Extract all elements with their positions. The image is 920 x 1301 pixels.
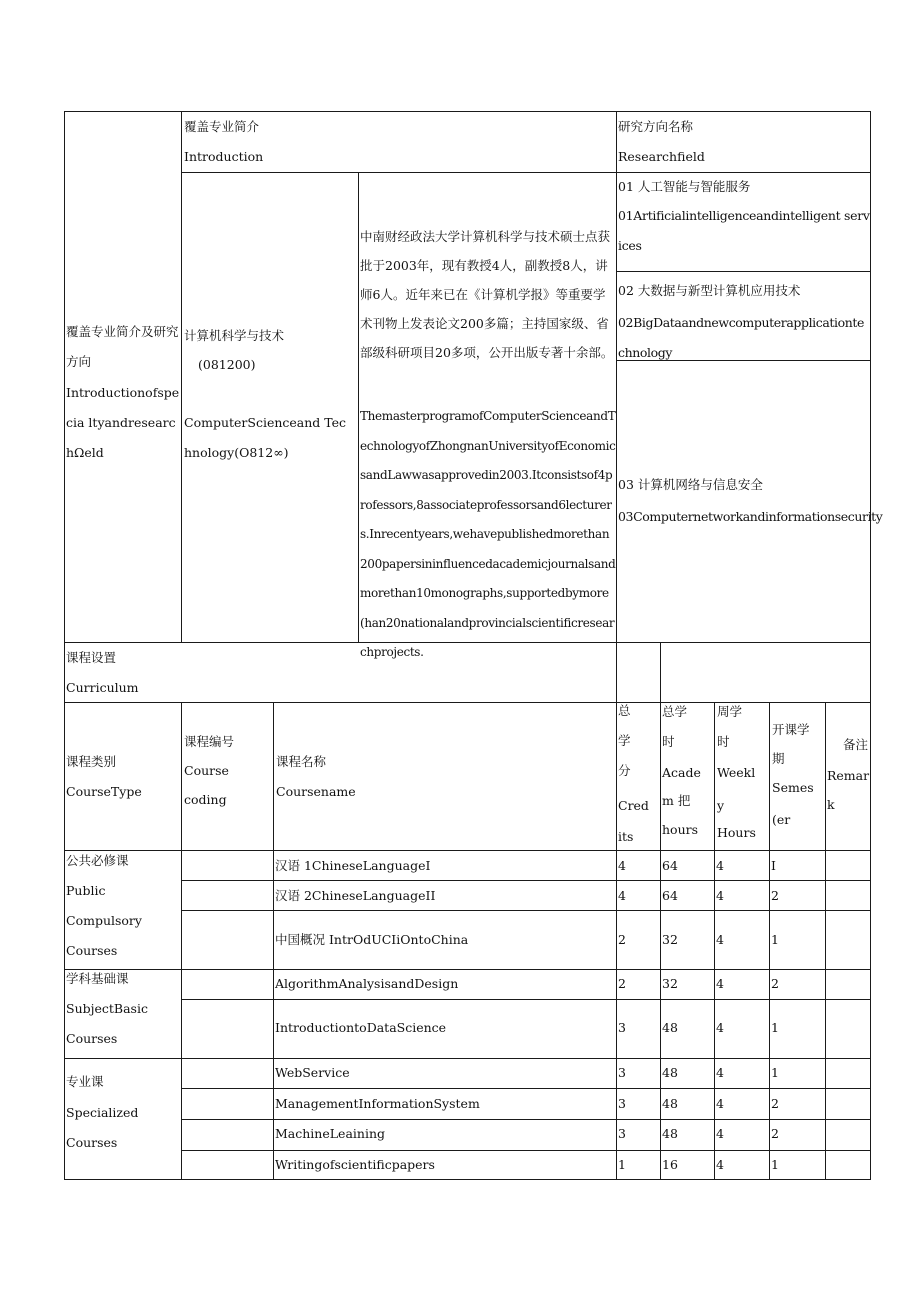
research-field-3-en: 03Computernetworkandinformationsecurity xyxy=(618,509,883,524)
course-name: ManagementInformationSystem xyxy=(275,1096,480,1111)
remark-cell xyxy=(825,850,871,881)
course-hours: 48 xyxy=(662,1126,678,1141)
remark-cell xyxy=(825,999,871,1059)
course-weekly: 4 xyxy=(716,1065,724,1080)
header-name-cn: 课程名称 xyxy=(276,754,327,769)
course-name: AlgorithmAnalysisandDesign xyxy=(275,976,459,991)
remark-cell xyxy=(825,1058,871,1089)
course-name: IntroductiontoDataScience xyxy=(275,1020,447,1035)
header-credits-1: 总 xyxy=(618,703,631,718)
research-field-2-en: 02BigDataandnewcomputerapplicationtechnology xyxy=(618,315,865,360)
intro-header-en: Introduction xyxy=(184,149,264,164)
course-name: 汉语 2ChineseLanguageII xyxy=(275,888,436,903)
course-semester: 1 xyxy=(771,1020,779,1035)
curriculum-title-cell xyxy=(64,642,617,703)
header-weekly-2: 时 xyxy=(717,734,730,749)
course-weekly: 4 xyxy=(716,858,724,873)
course-hours: 64 xyxy=(662,888,678,903)
section-label-en: Introductionofspecia ltyandresearchΩeld xyxy=(66,385,180,460)
group-basic-3: Courses xyxy=(66,1031,118,1046)
course-semester: 2 xyxy=(771,976,779,991)
remark-cell xyxy=(825,910,871,970)
header-weekly-3: Weekl xyxy=(717,765,756,780)
remark-cell xyxy=(825,1150,871,1180)
course-name: Writingofscientificpapers xyxy=(275,1157,435,1172)
remark-cell xyxy=(825,880,871,911)
header-semester-3: Semes xyxy=(772,780,814,795)
header-academic-5: hours xyxy=(662,822,699,837)
course-semester: 2 xyxy=(771,888,779,903)
section-label-cn: 覆盖专业简介及研究方向 xyxy=(66,324,179,369)
header-remark-3: k xyxy=(827,797,835,812)
header-code-en-1: Course xyxy=(184,763,229,778)
course-weekly: 4 xyxy=(716,1126,724,1141)
course-hours: 64 xyxy=(662,858,678,873)
course-name: 中国概况 IntrOdUCIiOntoChina xyxy=(275,932,469,947)
curriculum-title-cn: 课程设置 xyxy=(66,650,117,665)
code-cell xyxy=(181,910,274,970)
remark-cell xyxy=(825,1119,871,1151)
code-cell xyxy=(181,969,274,1000)
research-field-1-en: 01Artificialintelligenceandintelligent services xyxy=(618,208,870,253)
course-semester: I xyxy=(771,858,776,873)
course-name: WebService xyxy=(275,1065,350,1080)
header-weekly-1: 周学 xyxy=(717,704,743,719)
header-credits-4: Cred xyxy=(618,798,649,813)
course-weekly: 4 xyxy=(716,932,724,947)
major-description-cn: 中南财经政法大学计算机科学与技术硕士点获批于2003年，现有教授4人，副教授8人，讲师6人。近年来已在《计算机学报》等重要学术刊物上发表论文200多篇；主持国家级、省部级科研项目20多项，公开出版专著十余部。 xyxy=(360,229,614,360)
group-public-4: Courses xyxy=(66,943,118,958)
research-field-2-cn: 02 大数据与新型计算机应用技术 xyxy=(618,283,801,298)
group-public-2: Public xyxy=(66,883,106,898)
section-label-cell xyxy=(64,111,182,643)
course-hours: 48 xyxy=(662,1096,678,1111)
header-academic-4: m 把 xyxy=(662,793,691,808)
group-specialized-3: Courses xyxy=(66,1135,118,1150)
header-code-en-2: coding xyxy=(184,792,227,807)
course-credits: 3 xyxy=(618,1065,626,1080)
code-cell xyxy=(181,1088,274,1120)
code-cell xyxy=(181,1058,274,1089)
course-credits: 3 xyxy=(618,1020,626,1035)
course-name: MachineLeaining xyxy=(275,1126,385,1141)
header-credits-2: 学 xyxy=(618,733,631,748)
course-name: 汉语 1ChineseLanguageI xyxy=(275,858,431,873)
header-credits-5: its xyxy=(618,829,634,844)
group-specialized-2: Specialized xyxy=(66,1105,139,1120)
major-code: (081200) xyxy=(198,357,256,372)
header-code-cn: 课程编号 xyxy=(184,734,235,749)
header-semester-1: 开课学 xyxy=(772,722,810,737)
research-field-1-cn: 01 人工智能与智能服务 xyxy=(618,179,751,194)
header-semester-4: (er xyxy=(772,812,791,827)
header-type-en: CourseType xyxy=(66,784,142,799)
code-cell xyxy=(181,850,274,881)
header-name-en: Coursename xyxy=(276,784,356,799)
course-weekly: 4 xyxy=(716,888,724,903)
code-cell xyxy=(181,1119,274,1151)
curriculum-blank-cell-1 xyxy=(616,642,661,703)
research-field-3-cn: 03 计算机网络与信息安全 xyxy=(618,477,763,492)
code-cell xyxy=(181,999,274,1059)
major-name-en: ComputerScienceand Technology(O812∞) xyxy=(184,415,347,460)
group-public-3: Compulsory xyxy=(66,913,142,928)
course-semester: 1 xyxy=(771,1065,779,1080)
curriculum-title-en: Curriculum xyxy=(66,680,139,695)
course-credits: 3 xyxy=(618,1126,626,1141)
semester-cell xyxy=(769,850,826,881)
course-credits: 1 xyxy=(618,1157,626,1172)
code-cell xyxy=(181,880,274,911)
group-basic-2: SubjectBasic xyxy=(66,1001,148,1016)
course-credits: 2 xyxy=(618,932,626,947)
major-description-en: ThemasterprogramofComputerScienceandTechnologyofZhongnanUniversityofEconomicsandLawwasapprovedin2003.Itconsistsof4professors,8associateprofessorsand6lecturers.Inrecentyears,wehavepublishedmorethan200papersininfluencedacademicjournalsandmorethan10monographs,supportedbymore(han20nationalandprovincialscientificresearchprojects. xyxy=(360,409,616,659)
course-hours: 32 xyxy=(662,932,678,947)
group-basic-1: 学科基础课 xyxy=(66,971,129,986)
course-semester: 2 xyxy=(771,1126,779,1141)
course-weekly: 4 xyxy=(716,1157,724,1172)
course-weekly: 4 xyxy=(716,1096,724,1111)
code-cell xyxy=(181,1150,274,1180)
header-academic-2: 时 xyxy=(662,734,675,749)
field-header-en: Researchfield xyxy=(618,149,705,164)
header-weekly-5: Hours xyxy=(717,825,756,840)
group-public-1: 公共必修课 xyxy=(66,853,129,868)
curriculum-blank-cell-2 xyxy=(660,642,871,703)
header-remark-1: 备注 xyxy=(843,737,869,752)
header-academic-1: 总学 xyxy=(662,704,688,719)
course-weekly: 4 xyxy=(716,976,724,991)
course-weekly: 4 xyxy=(716,1020,724,1035)
group-specialized-1: 专业课 xyxy=(66,1074,104,1089)
course-credits: 2 xyxy=(618,976,626,991)
header-academic-3: Acade xyxy=(662,765,701,780)
course-credits: 3 xyxy=(618,1096,626,1111)
course-hours: 16 xyxy=(662,1157,678,1172)
course-semester: 2 xyxy=(771,1096,779,1111)
course-hours: 48 xyxy=(662,1065,678,1080)
course-semester: 1 xyxy=(771,932,779,947)
major-name-cn: 计算机科学与技术 xyxy=(184,328,285,343)
field-header-cn: 研究方向名称 xyxy=(618,119,694,134)
course-credits: 4 xyxy=(618,888,626,903)
header-semester-2: 期 xyxy=(772,751,785,766)
header-type-cn: 课程类别 xyxy=(66,754,117,769)
header-remark-2: Remar xyxy=(827,768,870,783)
header-weekly-4: y xyxy=(717,798,725,813)
intro-header-cn: 覆盖专业简介 xyxy=(184,119,260,134)
remark-cell xyxy=(825,1088,871,1120)
header-credits-3: 分 xyxy=(618,763,631,778)
course-hours: 32 xyxy=(662,976,678,991)
course-credits: 4 xyxy=(618,858,626,873)
course-hours: 48 xyxy=(662,1020,678,1035)
remark-cell xyxy=(825,969,871,1000)
course-semester: 1 xyxy=(771,1157,779,1172)
